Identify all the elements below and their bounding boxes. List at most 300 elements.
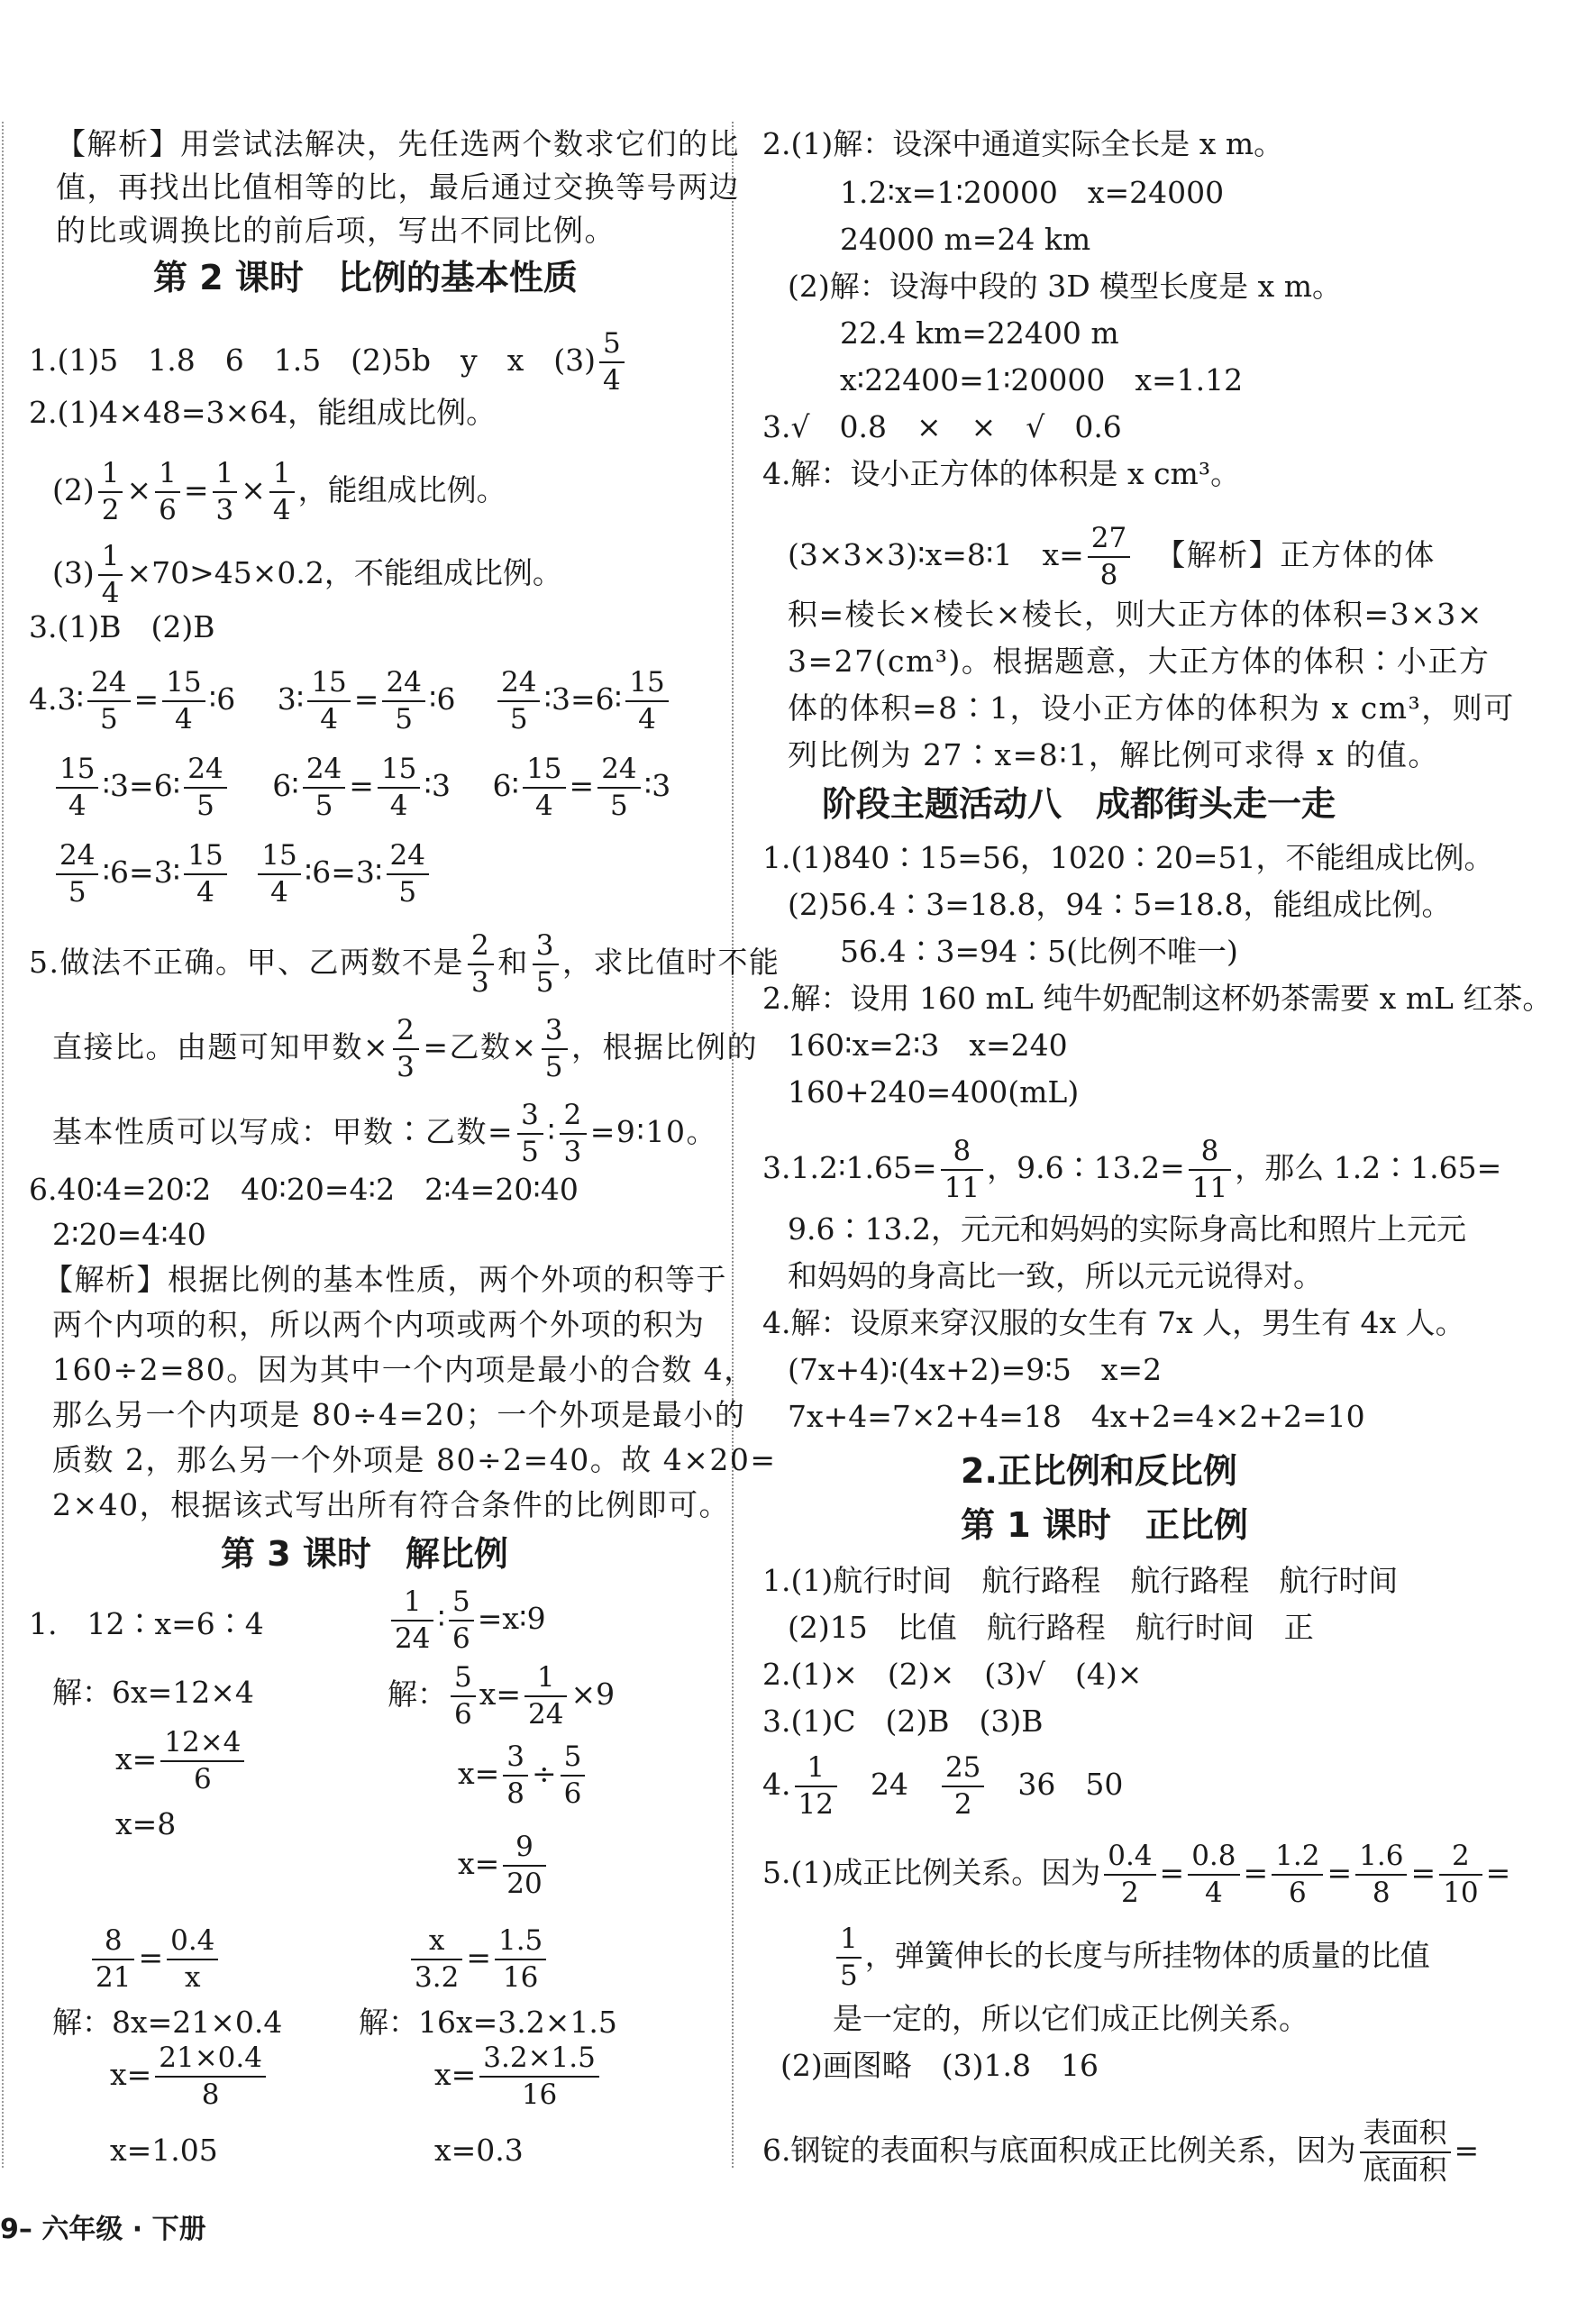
text: 4.3∶ bbox=[29, 681, 85, 717]
fraction bbox=[1360, 2117, 1451, 2187]
q6-line1: 6.40∶4=20∶2 40∶20=4∶2 2∶4=20∶40 bbox=[29, 1172, 579, 1207]
r4-line4: 3=27(cm³)。根据题意，大正方体的体积∶小正方 bbox=[788, 644, 1491, 679]
z4-answer bbox=[762, 1751, 1124, 1821]
q5-line3 bbox=[52, 1101, 717, 1166]
text: x= bbox=[458, 1756, 500, 1791]
q5-line1 bbox=[29, 929, 780, 999]
operator: = bbox=[138, 1940, 164, 1975]
numerator: 0.4 bbox=[167, 1927, 218, 1960]
numerator: 1 bbox=[269, 460, 295, 493]
text: 24 bbox=[840, 1767, 938, 1802]
fraction bbox=[560, 1101, 586, 1166]
numerator: 3.2×1.5 bbox=[479, 2044, 599, 2078]
denominator: 4 bbox=[272, 494, 291, 526]
text: 6∶ bbox=[492, 768, 520, 803]
solve2-step1: 解： $\frac{5}{6}$ x= $\frac{1}{24}$ ×9 bbox=[388, 1661, 616, 1731]
operator: = bbox=[183, 472, 209, 507]
page-footer: 9– 六年级 · 下册 bbox=[0, 2214, 206, 2245]
fraction bbox=[503, 1833, 545, 1898]
a3-line1 bbox=[762, 1137, 1501, 1202]
operator: = bbox=[1410, 1855, 1436, 1890]
r2-line1: 2.(1)解：设深中通道实际全长是 x m。 bbox=[762, 126, 1284, 161]
numerator: 1 bbox=[155, 460, 180, 493]
a3-line3: 和妈妈的身高比一致，所以元元说得对。 bbox=[788, 1258, 1323, 1293]
numerator: 15 bbox=[258, 842, 300, 875]
text: 4. bbox=[762, 1767, 791, 1802]
numerator: 2 bbox=[560, 1101, 586, 1135]
text: 3∶ bbox=[355, 854, 383, 890]
fraction bbox=[167, 1924, 218, 1994]
numerator: 2 bbox=[1439, 1842, 1482, 1876]
fraction bbox=[503, 1740, 528, 1810]
fraction bbox=[155, 2044, 266, 2109]
denominator: 4 bbox=[270, 876, 288, 909]
denominator: 8 bbox=[506, 1777, 524, 1810]
operator: × bbox=[241, 472, 266, 507]
z6-line1 bbox=[762, 2117, 1480, 2187]
text: =9∶10。 bbox=[589, 1114, 717, 1149]
fraction bbox=[795, 1751, 837, 1821]
operator: = bbox=[1159, 1855, 1185, 1890]
a1-line2: (2)56.4∶3=18.8，94∶5=18.8，能组成比例。 bbox=[788, 887, 1452, 922]
fraction bbox=[411, 1924, 462, 1994]
numerator: 8 bbox=[92, 1927, 134, 1960]
solve4-step2 bbox=[434, 2044, 603, 2109]
operator: = bbox=[1485, 1855, 1511, 1890]
denominator: 5 bbox=[196, 790, 214, 822]
fraction bbox=[533, 929, 559, 999]
denominator: 10 bbox=[1443, 1877, 1479, 1909]
text: ∶6 bbox=[208, 681, 236, 717]
q3-answer: 3.(1)B (2)B bbox=[29, 609, 215, 644]
text: 3∶ bbox=[153, 854, 181, 890]
fraction bbox=[87, 666, 130, 735]
text: 5.(1)成正比例关系。因为 bbox=[762, 1855, 1101, 1890]
denominator: 4 bbox=[196, 876, 214, 909]
operator: = bbox=[133, 681, 160, 717]
fraction bbox=[1355, 1842, 1407, 1907]
q2-part1: 2.(1)4×48=3×64，能组成比例。 bbox=[29, 395, 497, 430]
solve1-step1: 解：6x=12×4 bbox=[52, 1675, 254, 1710]
numerator: 24 bbox=[387, 842, 429, 875]
numerator: 表面积 bbox=[1360, 2120, 1451, 2153]
denominator: 3 bbox=[563, 1136, 583, 1168]
numerator: 9 bbox=[503, 1833, 545, 1867]
analysis-note-1-line3: 的比或调换比的前后项，写出不同比例。 bbox=[56, 213, 616, 248]
fraction bbox=[1189, 1137, 1231, 1202]
r2-line2: 1.2∶x=1∶20000 x=24000 bbox=[840, 175, 1225, 210]
text: 和 bbox=[497, 945, 529, 980]
solve3-step2 bbox=[110, 2044, 269, 2109]
numerator: 15 bbox=[184, 842, 226, 875]
numerator: 1.2 bbox=[1272, 1842, 1323, 1876]
denominator: 5 bbox=[840, 1959, 858, 1992]
text: x= bbox=[110, 2057, 152, 2092]
numerator: 24 bbox=[303, 755, 345, 789]
numerator: 24 bbox=[497, 669, 540, 702]
a4-line3: 7x+4=7×2+4=18 4x+2=4×2+2=10 bbox=[788, 1399, 1365, 1434]
z5-line2 bbox=[833, 1925, 1430, 1990]
text: ∶6 bbox=[428, 681, 456, 717]
numerator: 8 bbox=[941, 1137, 983, 1171]
numerator: 2 bbox=[468, 932, 494, 965]
text: ∶3 bbox=[424, 768, 451, 803]
numerator: 5 bbox=[561, 1743, 586, 1777]
text: 基本性质可以写成：甲数∶乙数= bbox=[52, 1114, 515, 1149]
operator: ∶ bbox=[547, 1114, 557, 1149]
analysis-note-1-line2: 值，再找出比值相等的比，最后通过交换等号两边 bbox=[56, 169, 740, 205]
text: x= bbox=[434, 2057, 477, 2092]
operator: ∶ bbox=[437, 1601, 446, 1636]
text: 解： bbox=[388, 1676, 447, 1712]
denominator: 2 bbox=[953, 1788, 972, 1821]
left-edge-divider bbox=[2, 122, 4, 2168]
denominator: 11 bbox=[944, 1172, 980, 1204]
lesson3-title: 第 3 课时 解比例 bbox=[221, 1534, 508, 1574]
numerator: 25 bbox=[942, 1754, 984, 1787]
denominator: 5 bbox=[535, 966, 555, 999]
r2-line6: x∶22400=1∶20000 x=1.12 bbox=[840, 362, 1244, 397]
denominator: 5 bbox=[610, 790, 628, 822]
fraction bbox=[597, 755, 640, 820]
numerator: 3 bbox=[533, 932, 559, 965]
text: ，求比值时不能 bbox=[561, 945, 780, 980]
q1-text: 1.(1)5 1.8 6 1.5 (2)5b y x (3) bbox=[29, 343, 597, 378]
text: ，弹簧伸长的长度与所挂物体的质量的比值 bbox=[864, 1938, 1430, 1973]
fraction bbox=[524, 1661, 567, 1731]
text: x= bbox=[115, 1741, 158, 1777]
a1-line1: 1.(1)840∶15=56，1020∶20=51，不能组成比例。 bbox=[762, 840, 1494, 875]
numerator: 15 bbox=[378, 755, 420, 789]
numerator: 1 bbox=[98, 460, 123, 493]
fraction bbox=[523, 755, 565, 820]
fraction bbox=[92, 1924, 134, 1994]
text: ，根据比例的 bbox=[570, 1029, 758, 1064]
denominator: 5 bbox=[509, 703, 528, 735]
operator: = bbox=[466, 1940, 491, 1975]
denominator: 3.2 bbox=[415, 1961, 460, 1994]
fraction bbox=[625, 666, 668, 735]
operator: = bbox=[496, 1676, 522, 1712]
r2-line5: 22.4 km=22400 m bbox=[840, 315, 1119, 351]
text: ∶6= bbox=[304, 854, 356, 890]
r4-line1: 4.解：设小正方体的体积是 x cm³。 bbox=[762, 456, 1241, 491]
denominator: 8 bbox=[201, 2078, 220, 2111]
text: 6∶ bbox=[153, 768, 181, 803]
lesson1-title: 第 1 课时 正比例 bbox=[961, 1505, 1248, 1545]
denominator: 3 bbox=[215, 494, 234, 526]
fraction bbox=[56, 755, 98, 820]
numerator: 1 bbox=[795, 1754, 837, 1787]
analysis-note-2-line6: 2×40，根据该式写出所有符合条件的比例即可。 bbox=[52, 1487, 731, 1522]
fraction bbox=[479, 2044, 599, 2109]
numerator: 5 bbox=[599, 330, 625, 363]
denominator: 21 bbox=[96, 1961, 132, 1994]
text: ，那么 1.2∶1.65= bbox=[1235, 1150, 1502, 1185]
fraction bbox=[307, 666, 350, 735]
q6-line2: 2∶20=4∶40 bbox=[52, 1217, 206, 1252]
a2-line3: 160+240=400(mL) bbox=[788, 1074, 1080, 1110]
fraction bbox=[495, 1924, 546, 1994]
denominator: 4 bbox=[1204, 1877, 1223, 1909]
a2-line2: 160∶x=2∶3 x=240 bbox=[788, 1028, 1068, 1063]
q4-row2 bbox=[52, 755, 670, 820]
denominator: 5 bbox=[68, 876, 87, 909]
fraction bbox=[1088, 522, 1130, 591]
fraction bbox=[451, 1661, 476, 1731]
text: 5.做法不正确。甲、乙两数不是 bbox=[29, 945, 464, 980]
denominator: 4 bbox=[320, 703, 338, 735]
numerator: 1 bbox=[391, 1588, 433, 1621]
text: =乙数× bbox=[423, 1029, 538, 1064]
numerator: 15 bbox=[162, 669, 205, 702]
a3-line2: 9.6∶13.2，元元和妈妈的实际身高比和照片上元元 bbox=[788, 1211, 1466, 1247]
denominator: 6 bbox=[452, 1622, 470, 1655]
analysis-note-2-line3: 160÷2=80。因为其中一个内项是最小的合数 4， bbox=[52, 1352, 755, 1387]
text: 6∶ bbox=[595, 681, 623, 717]
fraction bbox=[160, 1726, 244, 1795]
solve3-question bbox=[88, 1924, 222, 1994]
a2-line1: 2.解：设用 160 mL 纯牛奶配制这杯奶茶需要 x mL 红茶。 bbox=[762, 981, 1553, 1016]
r4-line2 bbox=[788, 522, 1436, 591]
label: (2) bbox=[52, 472, 95, 507]
r4-line3: 积=棱长×棱长×棱长，则大正方体的体积=3×3× bbox=[788, 597, 1483, 632]
solve2-result bbox=[458, 1833, 550, 1898]
denominator: 16 bbox=[502, 1961, 539, 1994]
denominator: 6 bbox=[454, 1698, 472, 1731]
denominator: 4 bbox=[638, 703, 656, 735]
text: (3×3×3)∶x=8∶1 x= bbox=[788, 537, 1084, 572]
fraction bbox=[1272, 1842, 1323, 1907]
label: (3) bbox=[52, 555, 95, 590]
numerator: 2 bbox=[393, 1017, 419, 1050]
text: =x∶9 bbox=[477, 1601, 546, 1636]
denominator: 4 bbox=[68, 790, 87, 822]
analysis-note-2-line1: 【解析】根据比例的基本性质，两个外项的积等于 bbox=[43, 1262, 727, 1297]
numerator: 24 bbox=[382, 669, 424, 702]
denominator: 5 bbox=[395, 703, 414, 735]
fraction bbox=[599, 327, 625, 397]
analysis-note-2-line4: 那么另一个内项是 80÷4=20；一个外项是最小的 bbox=[52, 1397, 746, 1432]
section2-title: 2.正比例和反比例 bbox=[961, 1451, 1237, 1491]
fraction bbox=[258, 839, 300, 909]
denominator: 4 bbox=[175, 703, 193, 735]
analysis-note-1-line1: 【解析】用尝试法解决，先任选两个数求它们的比 bbox=[56, 126, 740, 161]
fraction bbox=[387, 839, 429, 909]
z2-answer: 2.(1)× (2)× (3)√ (4)× bbox=[762, 1657, 1143, 1692]
column-divider bbox=[732, 122, 734, 2168]
text: 【解析】正方体的体 bbox=[1155, 537, 1436, 572]
text: ∶6= bbox=[102, 854, 154, 890]
text: 直接比。由题可知甲数× bbox=[52, 1029, 390, 1064]
denominator: 24 bbox=[528, 1698, 564, 1731]
lesson2-title: 第 2 课时 比例的基本性质 bbox=[153, 258, 578, 297]
numerator: 15 bbox=[56, 755, 98, 789]
text: 6∶ bbox=[272, 768, 299, 803]
q2-part3 bbox=[52, 540, 562, 609]
numerator: 21×0.4 bbox=[155, 2044, 266, 2078]
numerator: 5 bbox=[449, 1588, 474, 1621]
solve2-step2 bbox=[458, 1740, 588, 1810]
denominator: 8 bbox=[1099, 559, 1118, 591]
denominator: 6 bbox=[563, 1777, 582, 1810]
denominator: 3 bbox=[471, 966, 491, 999]
denominator: 12 bbox=[798, 1788, 834, 1821]
denominator: 16 bbox=[521, 2078, 558, 2111]
fraction bbox=[184, 755, 226, 820]
fraction bbox=[155, 457, 180, 526]
numerator: 3 bbox=[503, 1743, 528, 1777]
numerator: 24 bbox=[597, 755, 640, 789]
solve4-question bbox=[407, 1924, 550, 1994]
operator: = bbox=[349, 768, 374, 803]
text: ∶3= bbox=[543, 681, 596, 717]
q1-answer bbox=[29, 327, 628, 397]
numerator: 24 bbox=[87, 669, 130, 702]
numerator: 1.6 bbox=[1355, 1842, 1407, 1876]
text: x= bbox=[458, 1846, 500, 1881]
denominator: 20 bbox=[506, 1868, 543, 1900]
text: 6.钢锭的表面积与底面积成正比例关系，因为 bbox=[762, 2133, 1356, 2168]
fraction bbox=[468, 929, 494, 999]
fraction bbox=[378, 755, 420, 820]
q5-line2 bbox=[52, 1014, 758, 1083]
operator: × bbox=[126, 472, 152, 507]
r2-line4: (2)解：设海中段的 3D 模型长度是 x m。 bbox=[788, 269, 1343, 304]
numerator: 15 bbox=[523, 755, 565, 789]
numerator: 24 bbox=[56, 842, 98, 875]
numerator: 0.8 bbox=[1188, 1842, 1239, 1876]
fraction bbox=[1104, 1842, 1155, 1907]
r2-line3: 24000 m=24 km bbox=[840, 222, 1091, 257]
fraction bbox=[497, 666, 540, 735]
solve4-result: x=0.3 bbox=[434, 2133, 524, 2168]
denominator: 6 bbox=[159, 494, 177, 526]
operator: ÷ bbox=[532, 1756, 557, 1791]
numerator: 0.4 bbox=[1104, 1842, 1155, 1876]
text: ，9.6∶13.2= bbox=[987, 1150, 1185, 1185]
solve2-question bbox=[388, 1585, 546, 1655]
analysis-note-2-line5: 质数 2，那么另一个外项是 80÷2=40。故 4×20= bbox=[52, 1442, 777, 1477]
operator: = bbox=[1454, 2133, 1480, 2168]
denominator: 5 bbox=[521, 1136, 541, 1168]
fraction bbox=[942, 1751, 984, 1821]
denominator: 5 bbox=[398, 876, 417, 909]
z5-line3: 是一定的，所以它们成正比例关系。 bbox=[833, 2001, 1309, 2036]
denominator: 8 bbox=[1372, 1877, 1391, 1909]
fraction bbox=[1188, 1842, 1239, 1907]
fraction bbox=[941, 1137, 983, 1202]
numerator: 15 bbox=[625, 669, 668, 702]
numerator: 1.5 bbox=[495, 1927, 546, 1960]
q4-row3 bbox=[52, 839, 433, 909]
fraction bbox=[303, 755, 345, 820]
text: 3.1.2∶1.65= bbox=[762, 1150, 937, 1185]
denominator: 11 bbox=[1191, 1172, 1228, 1204]
fraction bbox=[393, 1014, 419, 1083]
numerator: 3 bbox=[542, 1017, 568, 1050]
numerator: 27 bbox=[1088, 525, 1130, 558]
fraction bbox=[542, 1014, 568, 1083]
r3-answer: 3.√ 0.8 × × √ 0.6 bbox=[762, 409, 1122, 444]
text: ∶3 bbox=[643, 768, 671, 803]
numerator: 1 bbox=[213, 460, 238, 493]
z1-line1: 1.(1)航行时间 航行路程 航行路程 航行时间 bbox=[762, 1563, 1399, 1598]
q2-part2 bbox=[52, 457, 506, 526]
denominator: 2 bbox=[1121, 1877, 1139, 1909]
fraction bbox=[98, 540, 123, 609]
fraction bbox=[382, 666, 424, 735]
text: 36 50 bbox=[988, 1767, 1124, 1802]
fraction bbox=[213, 457, 238, 526]
numerator: 5 bbox=[451, 1664, 476, 1697]
z5-line4: (2)画图略 (3)1.8 16 bbox=[780, 2048, 1099, 2083]
analysis-note-2-line2: 两个内项的积，所以两个内项或两个外项的积为 bbox=[52, 1307, 706, 1342]
denominator: x bbox=[185, 1961, 201, 1994]
solve3-result: x=1.05 bbox=[110, 2133, 218, 2168]
denominator: 4 bbox=[603, 364, 621, 397]
numerator: 8 bbox=[1189, 1137, 1231, 1171]
r4-line5: 体的体积=8∶1，设小正方体的体积为 x cm³，则可 bbox=[788, 690, 1515, 726]
fraction bbox=[269, 457, 295, 526]
fraction bbox=[391, 1585, 433, 1655]
solve4-step1: 解：16x=3.2×1.5 bbox=[359, 2005, 617, 2040]
z1-line2: (2)15 比值 航行路程 航行时间 正 bbox=[788, 1610, 1314, 1645]
denominator: 底面积 bbox=[1363, 2154, 1447, 2187]
numerator: 3 bbox=[517, 1101, 543, 1135]
denominator: 2 bbox=[101, 494, 120, 526]
fraction bbox=[517, 1101, 543, 1166]
text: ×9 bbox=[570, 1676, 616, 1712]
q4-row1 bbox=[29, 666, 672, 735]
text: ，能组成比例。 bbox=[297, 472, 506, 507]
fraction bbox=[98, 457, 123, 526]
numerator: 24 bbox=[184, 755, 226, 789]
a4-line1: 4.解：设原来穿汉服的女生有 7x 人，男生有 4x 人。 bbox=[762, 1305, 1465, 1340]
denominator: 4 bbox=[534, 790, 553, 822]
text: 3∶ bbox=[277, 681, 305, 717]
denominator: 4 bbox=[101, 577, 120, 609]
operator: = bbox=[569, 768, 595, 803]
fraction bbox=[449, 1585, 474, 1655]
denominator: 4 bbox=[389, 790, 408, 822]
fraction bbox=[184, 839, 226, 909]
denominator: 5 bbox=[99, 703, 118, 735]
numerator: 15 bbox=[307, 669, 350, 702]
fraction bbox=[836, 1925, 862, 1990]
z3-answer: 3.(1)C (2)B (3)B bbox=[762, 1704, 1044, 1739]
r4-line6: 列比例为 27∶x=8∶1，解比例可求得 x 的值。 bbox=[788, 737, 1439, 772]
solve1-question: 1. 12∶x=6∶4 bbox=[29, 1606, 264, 1641]
solve3-step1: 解：8x=21×0.4 bbox=[52, 2005, 283, 2040]
denominator: 6 bbox=[193, 1763, 212, 1795]
fraction bbox=[1439, 1842, 1482, 1907]
operator: = bbox=[1243, 1855, 1269, 1890]
z5-line1 bbox=[762, 1842, 1510, 1907]
solve1-result: x=8 bbox=[115, 1806, 177, 1841]
operator: = bbox=[353, 681, 379, 717]
numerator: x bbox=[411, 1927, 462, 1960]
denominator: 6 bbox=[1288, 1877, 1307, 1909]
denominator: 5 bbox=[544, 1051, 564, 1083]
denominator: 5 bbox=[315, 790, 333, 822]
operator: = bbox=[1327, 1855, 1353, 1890]
a4-line2: (7x+4)∶(4x+2)=9∶5 x=2 bbox=[788, 1352, 1163, 1387]
fraction bbox=[162, 666, 205, 735]
denominator: 3 bbox=[397, 1051, 416, 1083]
text: ×70>45×0.2，不能组成比例。 bbox=[126, 555, 562, 590]
numerator: 1 bbox=[98, 543, 123, 576]
